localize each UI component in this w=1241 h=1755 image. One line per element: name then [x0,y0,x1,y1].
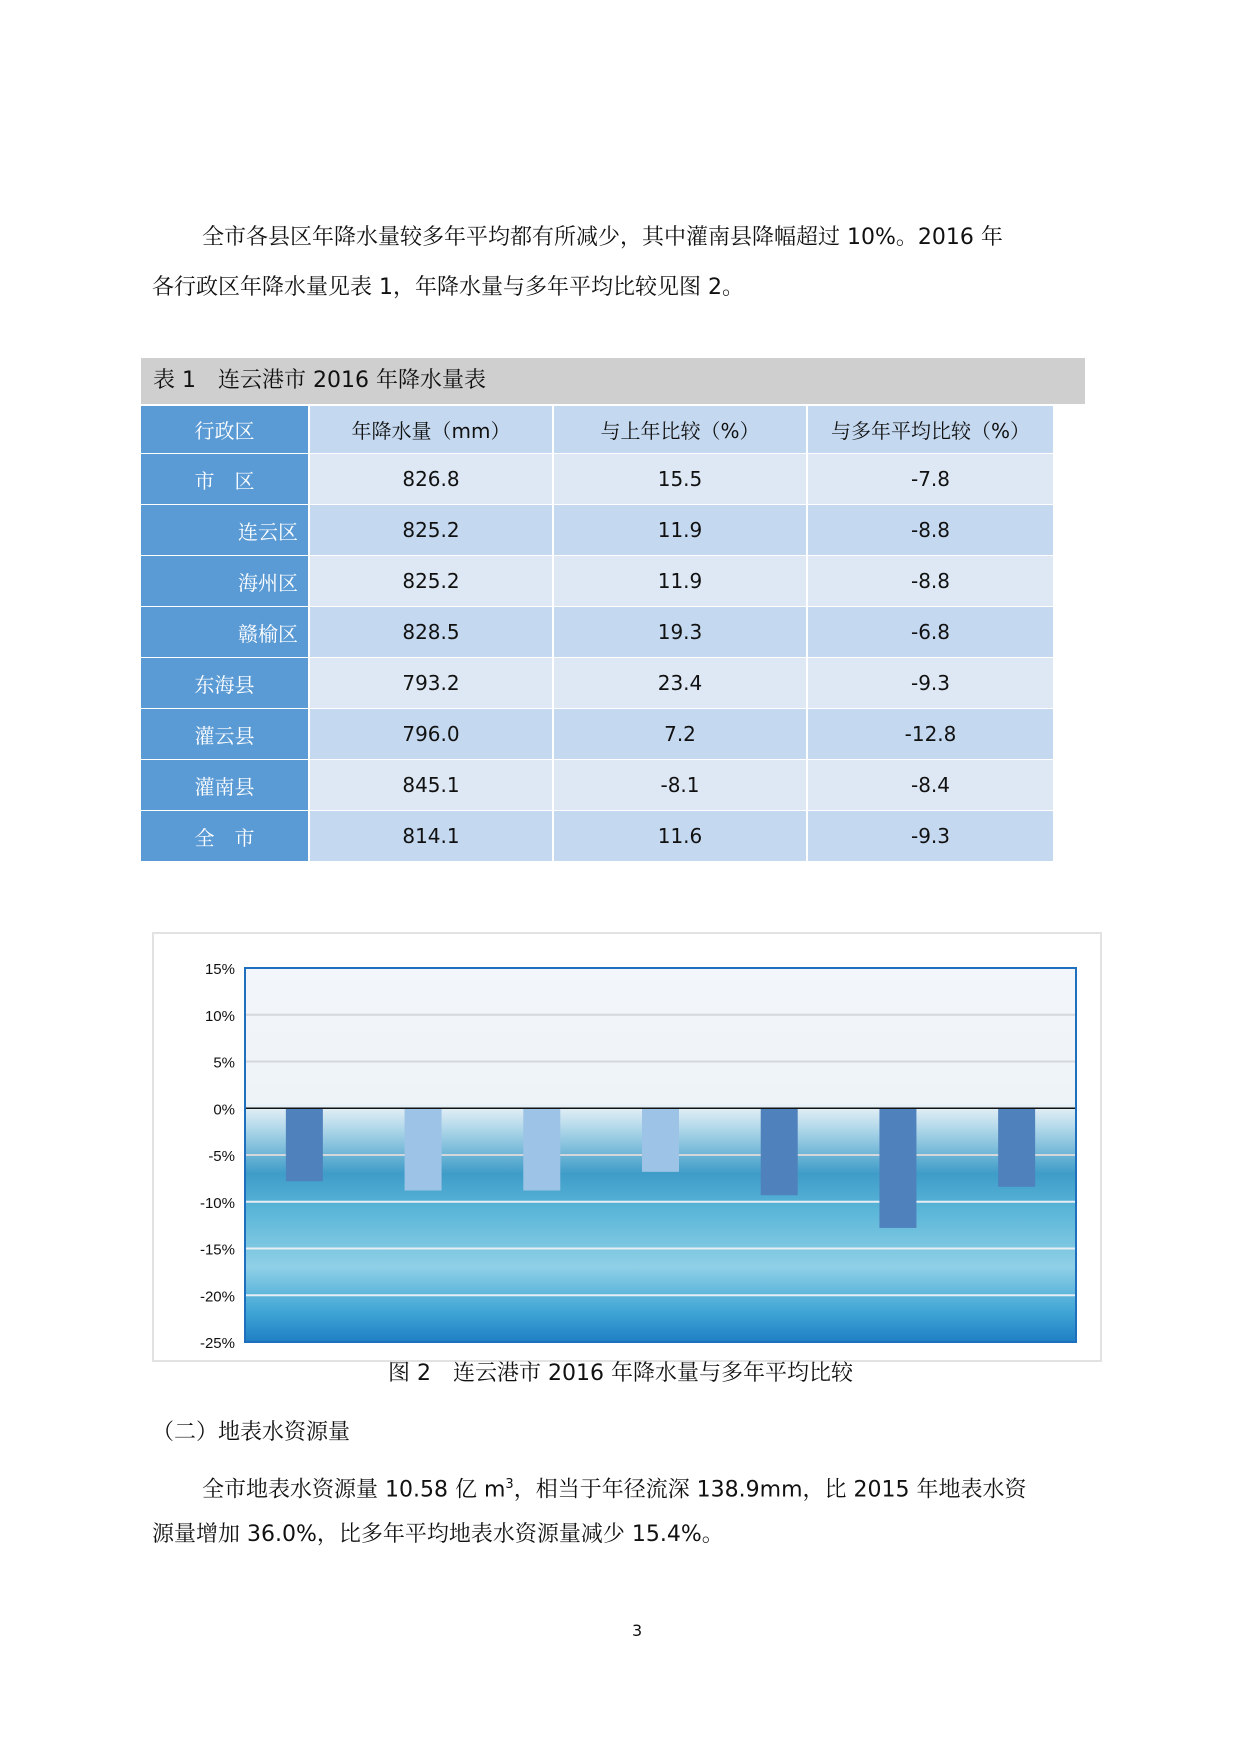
y-tick-label: -25% [199,1335,235,1352]
section-heading: （二）地表水资源量 [152,1420,351,1445]
section-line-2: 源量增加 36.0%，比多年平均地表水资源量减少 15.4%。 [152,1522,724,1547]
bar-东海县 [761,1108,798,1195]
value-cell: 15.5 [554,454,806,504]
table-row [141,811,1085,861]
value-cell: 826.8 [310,454,552,504]
district-cell: 市 区 [141,454,308,504]
text: ，相当于年径流深 138.9mm，比 2015 年地表水资 [513,1477,1027,1503]
intro-line-2: 各行政区年降水量见表 1，年降水量与多年平均比较见图 2。 [152,275,744,300]
section-line-1 [202,1460,1027,1515]
bar-市区 [286,1108,323,1181]
table-row [141,658,1085,708]
bar-chart [154,934,1100,1360]
district-cell: 赣榆区 [141,607,308,657]
value-cell: 814.1 [310,811,552,861]
y-tick-label: -10% [199,1194,235,1212]
value-cell: 845.1 [310,760,552,810]
header-cell: 行政区 [141,406,308,453]
value-cell: -9.3 [808,658,1053,708]
value-cell: -8.1 [554,760,806,810]
chart-figure [152,932,1102,1362]
value-cell: 825.2 [310,556,552,606]
district-cell: 灌云县 [141,709,308,759]
table-row [141,556,1085,606]
superscript: 3 [505,1477,514,1492]
y-tick-label: -5% [208,1148,235,1165]
header-cell: 与多年平均比较（%） [808,406,1053,453]
bar-连云区 [405,1108,442,1190]
table-row [141,709,1085,759]
intro-line-1: 全市各县区年降水量较多年平均都有所减少，其中灌南县降幅超过 10%。2016 年 [202,225,1003,250]
value-cell: -8.4 [808,760,1053,810]
district-cell: 全 市 [141,811,308,861]
value-cell: -12.8 [808,709,1053,759]
table-row [141,607,1085,657]
value-cell: -7.8 [808,454,1053,504]
value-cell: 796.0 [310,709,552,759]
value-cell: 11.6 [554,811,806,861]
value-cell: 825.2 [310,505,552,555]
value-cell: -6.8 [808,607,1053,657]
table-header-row [141,406,1085,453]
table-row [141,454,1085,504]
y-tick-label: 10% [204,1007,235,1025]
bar-赣榆区 [642,1108,679,1172]
y-tick-label: 0% [213,1101,235,1119]
y-tick-label: 5% [213,1054,235,1072]
bar-灌南县 [998,1108,1035,1187]
table-row [141,760,1085,810]
bar-海州区 [523,1108,560,1190]
header-cell: 年降水量（mm） [310,406,552,453]
district-cell: 海州区 [141,556,308,606]
value-cell: 828.5 [310,607,552,657]
table-title: 表 1 连云港市 2016 年降水量表 [141,358,1085,404]
value-cell: 11.9 [554,505,806,555]
header-cell: 与上年比较（%） [554,406,806,453]
value-cell: 23.4 [554,658,806,708]
value-cell: -8.8 [808,505,1053,555]
page-number: 3 [632,1621,643,1640]
y-tick-label: 15% [204,961,235,978]
value-cell: -9.3 [808,811,1053,861]
district-cell: 灌南县 [141,760,308,810]
chart-caption: 图 2 连云港市 2016 年降水量与多年平均比较 [388,1361,853,1386]
y-tick-label: -20% [199,1288,235,1306]
bar-灌云县 [879,1108,916,1228]
rainfall-table [141,358,1085,861]
table-row [141,505,1085,555]
value-cell: 19.3 [554,607,806,657]
value-cell: 793.2 [310,658,552,708]
district-cell: 连云区 [141,505,308,555]
value-cell: -8.8 [808,556,1053,606]
value-cell: 11.9 [554,556,806,606]
text: 全市地表水资源量 10.58 亿 m [202,1477,506,1503]
value-cell: 7.2 [554,709,806,759]
district-cell: 东海县 [141,658,308,708]
y-tick-label: -15% [199,1241,235,1259]
